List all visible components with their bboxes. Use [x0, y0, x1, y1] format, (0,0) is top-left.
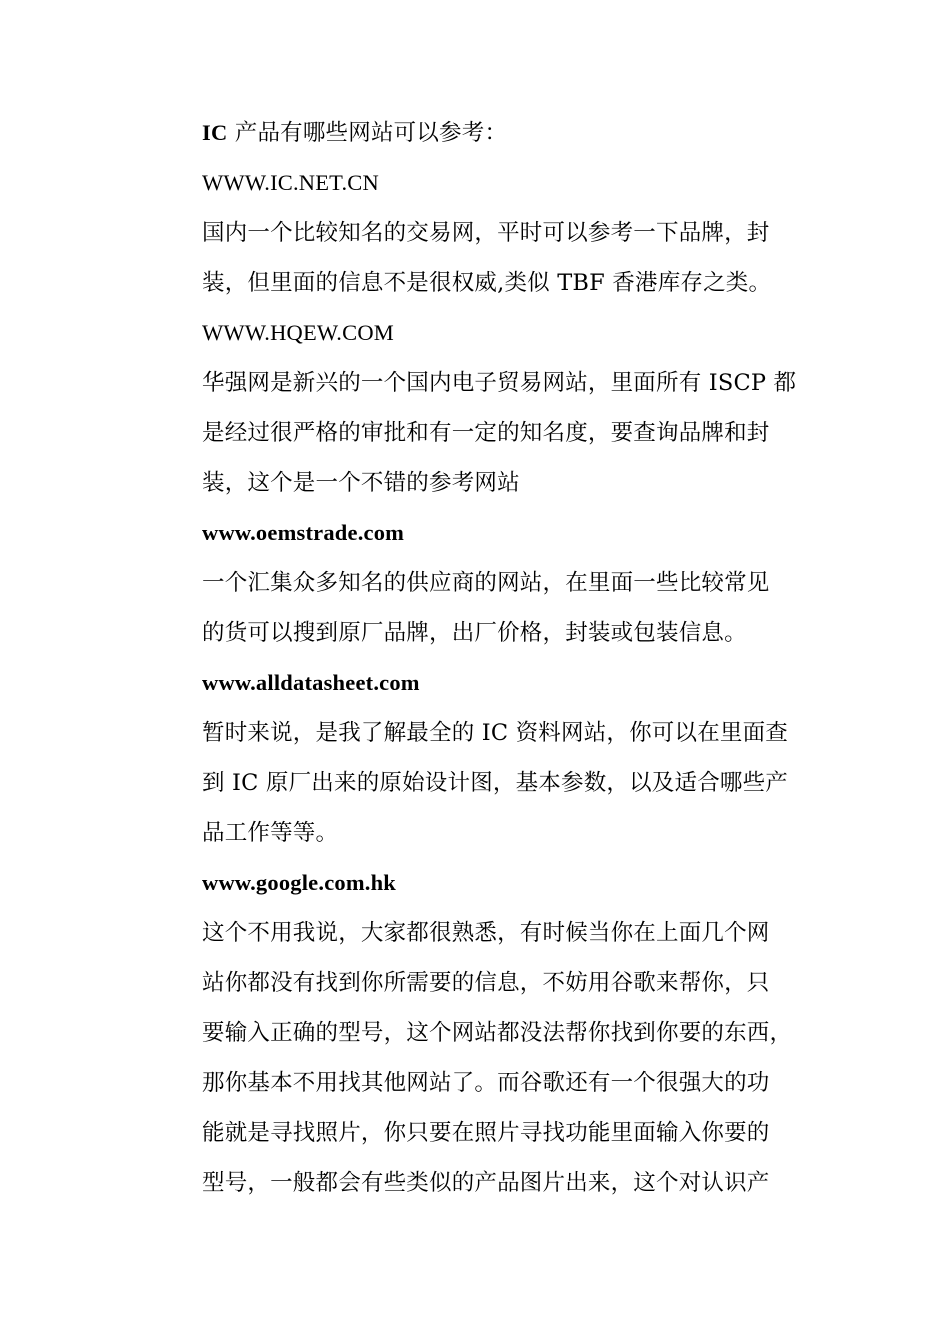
paragraph-line: 装，这个是一个不错的参考网站 [202, 470, 520, 496]
paragraph-line: 暂时来说，是我了解最全的 IC 资料网站，你可以在里面查 [202, 720, 789, 746]
paragraph-line: 一个汇集众多知名的供应商的网站，在里面一些比较常见 [202, 570, 770, 596]
section-url-oemstrade: www.oemstrade.com [202, 520, 405, 545]
paragraph-line: 装，但里面的信息不是很权威,类似 TBF 香港库存之类。 [202, 270, 772, 296]
section-url-alldatasheet: www.alldatasheet.com [202, 670, 420, 695]
document-heading [202, 108, 812, 158]
paragraph-line: 国内一个比较知名的交易网，平时可以参考一下品牌，封 [202, 220, 770, 246]
paragraph-line: 站你都没有找到你所需要的信息，不妨用谷歌来帮你，只 [202, 970, 770, 996]
paragraph-line: 要输入正确的型号，这个网站都没法帮你找到你要的东西， [202, 1020, 793, 1046]
paragraph-line: 到 IC 原厂出来的原始设计图，基本参数，以及适合哪些产 [202, 770, 789, 796]
section-url-icnet: WWW.IC.NET.CN [202, 170, 379, 195]
paragraph-line: 能就是寻找照片，你只要在照片寻找功能里面输入你要的 [202, 1120, 770, 1146]
paragraph-line: 那你基本不用找其他网站了。而谷歌还有一个很强大的功 [202, 1070, 770, 1096]
paragraph-line: 是经过很严格的审批和有一定的知名度，要查询品牌和封 [202, 420, 770, 446]
section-url-google: www.google.com.hk [202, 870, 397, 895]
heading-prefix: IC [202, 120, 228, 145]
paragraph-line: 这个不用我说，大家都很熟悉，有时候当你在上面几个网 [202, 920, 770, 946]
paragraph-line: 的货可以搜到原厂品牌，出厂价格，封装或包装信息。 [202, 620, 747, 646]
section-url-hqew: WWW.HQEW.COM [202, 320, 394, 345]
paragraph-line: 华强网是新兴的一个国内电子贸易网站，里面所有 ISCP 都 [202, 370, 797, 396]
paragraph-line: 品工作等等。 [202, 820, 339, 846]
document-body [202, 108, 812, 1208]
paragraph-line: 型号，一般都会有些类似的产品图片出来，这个对认识产 [202, 1170, 770, 1196]
heading-text: 产品有哪些网站可以参考： [227, 120, 508, 146]
